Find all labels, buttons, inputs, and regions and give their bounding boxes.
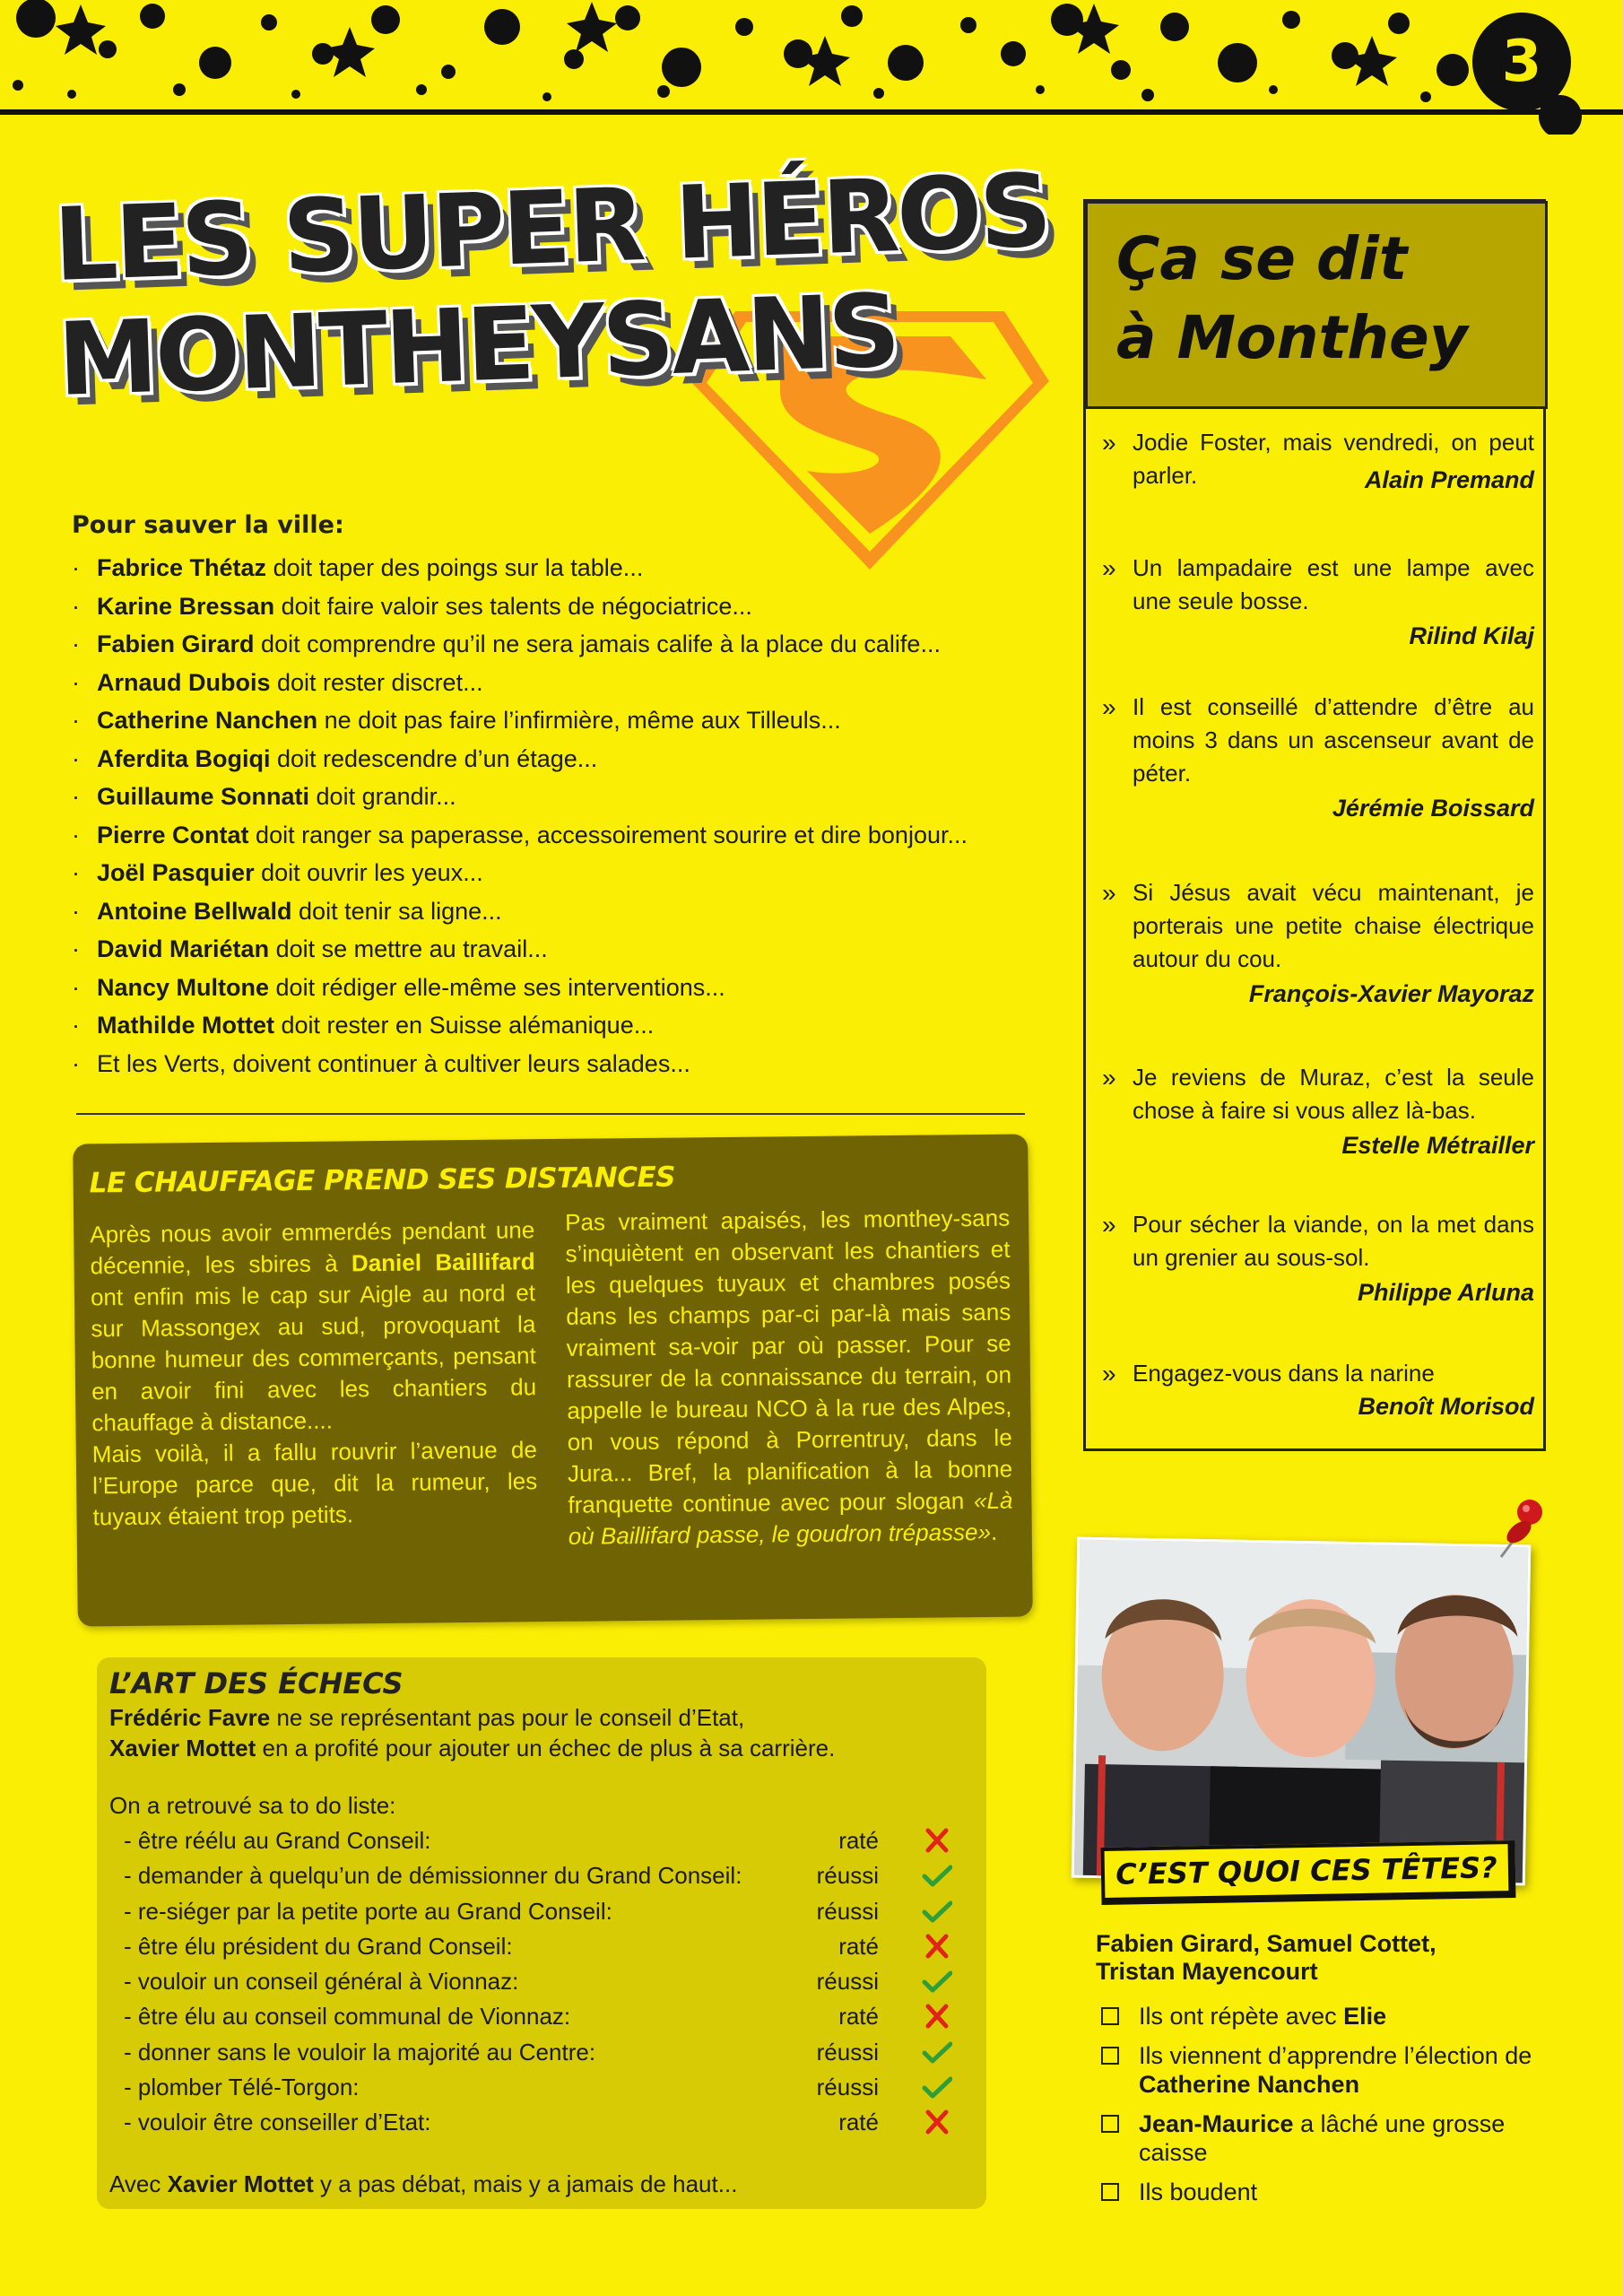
echecs-intro-text	[109, 1702, 970, 1763]
hero-name: Guillaume Sonnati	[97, 783, 310, 810]
hero-name: Catherine Nanchen	[97, 707, 318, 734]
chauffage-paragraph-1	[90, 1214, 537, 1439]
todo-item: - demander à quelqu’un de démissionner du Grand Conseil:	[124, 1862, 742, 1890]
quote-author: Alain Premand	[1364, 466, 1534, 493]
hero-name: Nancy Multone	[97, 973, 270, 1001]
choice-item	[1099, 2041, 1566, 2099]
hero-task: doit comprendre qu’il ne sera jamais calife à la place du calife...	[254, 631, 941, 657]
list-item	[72, 740, 1040, 778]
todo-row	[124, 1827, 985, 1862]
echecs-text: en a profité pour ajouter un échec de plus à sa carrière.	[256, 1735, 836, 1761]
todo-status: réussi	[816, 2074, 879, 2101]
choice-bold: Elie	[1343, 2003, 1387, 2030]
hero-name: Fabrice Thétaz	[97, 554, 267, 581]
page-number: 3	[1472, 13, 1571, 111]
checkbox[interactable]	[1101, 2183, 1119, 2201]
hero-task: doit ouvrir les yeux...	[254, 859, 483, 886]
hero-task: doit redescendre d’un étage...	[270, 744, 598, 772]
chauffage-paragraph-3	[565, 1203, 1013, 1552]
todo-item: - vouloir être conseiller d’Etat:	[124, 2109, 431, 2136]
check-icon	[922, 2037, 952, 2067]
hero-task: doit rédiger elle-même ses interventions...	[269, 973, 725, 1001]
chauffage-slogan: «Là où Baillifard passe, le goudron trépasse»	[568, 1486, 1013, 1550]
choice-text: Ils boudent	[1139, 2179, 1258, 2205]
save-city-heading: Pour sauver la ville:	[72, 511, 344, 539]
list-item	[72, 969, 1040, 1007]
echecs-footer-text: Avec	[109, 2170, 168, 2197]
quote-item	[1102, 691, 1534, 826]
echecs-footer	[109, 2170, 737, 2198]
hero-name: Antoine Bellwald	[97, 897, 292, 925]
decorative-stars-band	[0, 0, 1623, 135]
hero-task: ne doit pas faire l’infirmière, même aux Tilleuls...	[317, 707, 841, 734]
echecs-line-2	[109, 1733, 970, 1763]
chauffage-name: Daniel Baillifard	[351, 1248, 535, 1277]
list-item	[72, 664, 1040, 702]
todo-row	[124, 2003, 985, 2038]
quote-item	[1102, 1061, 1534, 1163]
hero-task: doit grandir...	[309, 783, 456, 810]
todo-status: raté	[838, 1932, 879, 1960]
list-item	[72, 587, 1040, 626]
cross-icon	[922, 1931, 952, 1961]
choice-bold: Jean-Maurice	[1139, 2110, 1294, 2137]
hero-name: Fabien Girard	[97, 631, 255, 657]
choice-text: a lâché une grosse caisse	[1139, 2110, 1506, 2166]
todo-status: raté	[838, 1827, 879, 1854]
list-item	[72, 892, 1040, 931]
photo-choices	[1099, 2002, 1566, 2217]
echecs-name: Frédéric Favre	[109, 1704, 271, 1731]
todo-status: réussi	[816, 1897, 879, 1925]
group-photo	[1072, 1537, 1532, 1886]
todo-row	[124, 1862, 985, 1897]
choice-text: Ils viennent d’apprendre l’élection de	[1139, 2042, 1532, 2069]
hero-task: doit rester en Suisse alémanique...	[273, 1012, 655, 1039]
chauffage-paragraph-2: Mais voilà, il a fallu rouvrir l’avenue de l’Europe parce que, dit la rumeur, les tuyaux étaient trop petits.	[91, 1436, 538, 1531]
quote-text: » Il est conseillé d’attendre d’être au moins 3 dans un ascenseur avant de péter.	[1102, 691, 1534, 790]
todo-status: raté	[838, 2003, 879, 2031]
cross-icon	[922, 2001, 952, 2031]
cross-icon	[922, 1825, 952, 1856]
todo-row	[124, 2109, 985, 2144]
list-item	[72, 1045, 1040, 1083]
check-icon	[922, 1966, 952, 1996]
choice-text: Ils ont répète avec	[1139, 2003, 1344, 2030]
quotes-title	[1116, 220, 1468, 378]
echecs-line-1	[109, 1702, 970, 1733]
choice-item	[1099, 2109, 1566, 2167]
echecs-article	[97, 1657, 986, 2209]
checkbox[interactable]	[1101, 2115, 1119, 2133]
quote-text: » Un lampadaire est une lampe avec une seule bosse.	[1102, 552, 1534, 618]
hero-name: Mathilde Mottet	[97, 1012, 274, 1039]
quote-author: Benoît Morisod	[1358, 1393, 1534, 1420]
todo-row	[124, 1933, 985, 1968]
check-icon	[922, 2072, 952, 2102]
photo-caption: C’EST QUOI CES TÊTES?	[1100, 1840, 1515, 1905]
quote-text: » Je reviens de Muraz, c’est la seule chose à faire si vous allez là-bas.	[1102, 1061, 1534, 1127]
list-item	[72, 778, 1040, 816]
quote-author: Jérémie Boissard	[1332, 795, 1534, 822]
todo-row	[124, 1968, 985, 2003]
quote-item	[1102, 876, 1534, 1012]
list-item	[72, 701, 1040, 740]
echecs-title: L’ART DES ÉCHECS	[109, 1666, 404, 1700]
main-title	[51, 152, 1052, 419]
echecs-footer-text: y a pas débat, mais y a jamais de haut...	[313, 2170, 738, 2197]
hero-task: doit rester discret...	[270, 668, 483, 696]
quote-item	[1102, 552, 1534, 654]
choice-item	[1099, 2178, 1566, 2206]
hero-task: doit tenir sa ligne...	[291, 897, 502, 925]
quote-item	[1102, 1357, 1534, 1424]
todo-item: - vouloir un conseil général à Vionnaz:	[124, 1968, 519, 1996]
hero-task: doit ranger sa paperasse, accessoirement sourire et dire bonjour...	[248, 821, 968, 848]
chauffage-right-column	[565, 1203, 1013, 1552]
list-item	[72, 1006, 1040, 1045]
todo-status: réussi	[816, 2038, 879, 2066]
section-divider	[76, 1113, 1025, 1115]
quote-text: » Engagez-vous dans la narine	[1102, 1357, 1534, 1390]
echecs-name: Xavier Mottet	[109, 1735, 256, 1761]
quotes-header	[1085, 201, 1548, 409]
hero-name: Arnaud Dubois	[97, 668, 271, 696]
check-icon	[922, 1860, 952, 1891]
todo-item: - donner sans le vouloir la majorité au Centre:	[124, 2038, 596, 2066]
todo-row	[124, 2039, 985, 2074]
choice-item	[1099, 2002, 1566, 2031]
hero-task: doit faire valoir ses talents de négociatrice...	[274, 592, 752, 620]
quote-author: François-Xavier Mayoraz	[1248, 980, 1534, 1007]
hero-name: Joël Pasquier	[97, 859, 255, 886]
todo-row	[124, 2074, 985, 2109]
hero-name: Aferdita Bogiqi	[97, 744, 271, 772]
todo-item: - être élu président du Grand Conseil:	[124, 1932, 513, 1960]
hero-name: Karine Bressan	[97, 592, 275, 620]
todo-item: - être élu au conseil communal de Vionnaz:	[124, 2003, 571, 2031]
list-item	[72, 625, 1040, 664]
quote-text: » Pour sécher la viande, on la met dans un grenier au sous-sol.	[1102, 1208, 1534, 1274]
quote-item	[1102, 426, 1534, 498]
check-icon	[922, 1896, 952, 1926]
chauffage-title: LE CHAUFFAGE PREND SES DISTANCES	[89, 1161, 676, 1200]
list-item	[72, 930, 1040, 969]
hero-name: Pierre Contat	[97, 821, 249, 848]
quote-text: » Jodie Foster, mais vendredi, on peut parler.	[1102, 426, 1534, 492]
list-item	[72, 549, 1040, 587]
hero-task: Et les Verts, doivent continuer à cultiver leurs salades...	[97, 1049, 690, 1077]
photo-names	[1096, 1930, 1526, 1986]
todo-status: réussi	[816, 1862, 879, 1890]
photo-names-line2: Tristan Mayencourt	[1096, 1958, 1318, 1985]
chauffage-text: .	[990, 1518, 998, 1545]
todo-status: raté	[838, 2109, 879, 2136]
quotes-title-line2: à Monthey	[1116, 303, 1468, 372]
chauffage-article	[73, 1134, 1033, 1626]
hero-task: doit se mettre au travail...	[269, 935, 548, 962]
quote-text: » Si Jésus avait vécu maintenant, je porterais une petite chaise électrique autour du cou.	[1102, 876, 1534, 976]
list-item	[72, 816, 1040, 855]
quote-author: Philippe Arluna	[1357, 1279, 1534, 1306]
echecs-text: ne se représentant pas pour le conseil d’Etat,	[270, 1704, 745, 1731]
quote-author: Estelle Métrailler	[1341, 1132, 1534, 1159]
checkbox[interactable]	[1101, 2007, 1119, 2025]
todo-row	[124, 1898, 985, 1933]
quotes-title-line1: Ça se dit	[1116, 224, 1408, 293]
chauffage-text: Après nous avoir emmerdés pendant une décennie, les sbires à	[90, 1216, 535, 1280]
group-photo-image	[1074, 1540, 1532, 1886]
todo-item: - être réélu au Grand Conseil:	[124, 1827, 431, 1854]
hero-name: David Mariétan	[97, 935, 270, 962]
quote-item	[1102, 1208, 1534, 1310]
todo-intro: On a retrouvé sa to do liste:	[109, 1792, 396, 1819]
chauffage-text: ont enfin mis le cap sur Aigle au nord et sur Massongex au sud, provoquant la bonne humeur des commerçants, pensant en avoir fini avec les chantiers du chauffage à distance....	[90, 1279, 537, 1437]
main-title-line1: LES SUPER HÉROS	[51, 152, 1052, 304]
main-title-line2: MONTHEYSANS	[56, 273, 900, 419]
choice-bold: Catherine Nanchen	[1139, 2071, 1360, 2098]
checkbox[interactable]	[1101, 2047, 1119, 2065]
todo-status: réussi	[816, 1968, 879, 1996]
quote-author: Rilind Kilaj	[1409, 622, 1534, 649]
todo-list	[124, 1827, 985, 2144]
photo-names-line1: Fabien Girard, Samuel Cottet,	[1096, 1930, 1436, 1957]
pushpin-icon	[1496, 1496, 1549, 1559]
heroes-list	[72, 549, 1040, 1083]
cross-icon	[922, 2107, 952, 2137]
todo-item: - re-siéger par la petite porte au Grand Conseil:	[124, 1897, 612, 1925]
quotes-sidebar	[1083, 199, 1546, 1451]
todo-item: - plomber Télé-Torgon:	[124, 2074, 360, 2101]
chauffage-text: Pas vraiment apaisés, les monthey-sans s’inquiètent en observant les chantiers et les quelques tuyaux et chambres posés dans les champs par-ci par-là mais sans vraiment sa-voir par où passer. Pour se rassurer de la connaissance du terrain, on appelle le bureau NCO à la rue des Alpes, on vous répond à Porrentruy, dans le Jura... Bref, la planification à la bonne franquette continue avec pour slogan	[564, 1204, 1013, 1518]
chauffage-left-column	[90, 1214, 538, 1533]
echecs-footer-name: Xavier Mottet	[167, 2170, 314, 2197]
hero-task: doit taper des poings sur la table...	[266, 554, 644, 581]
list-item	[72, 854, 1040, 892]
